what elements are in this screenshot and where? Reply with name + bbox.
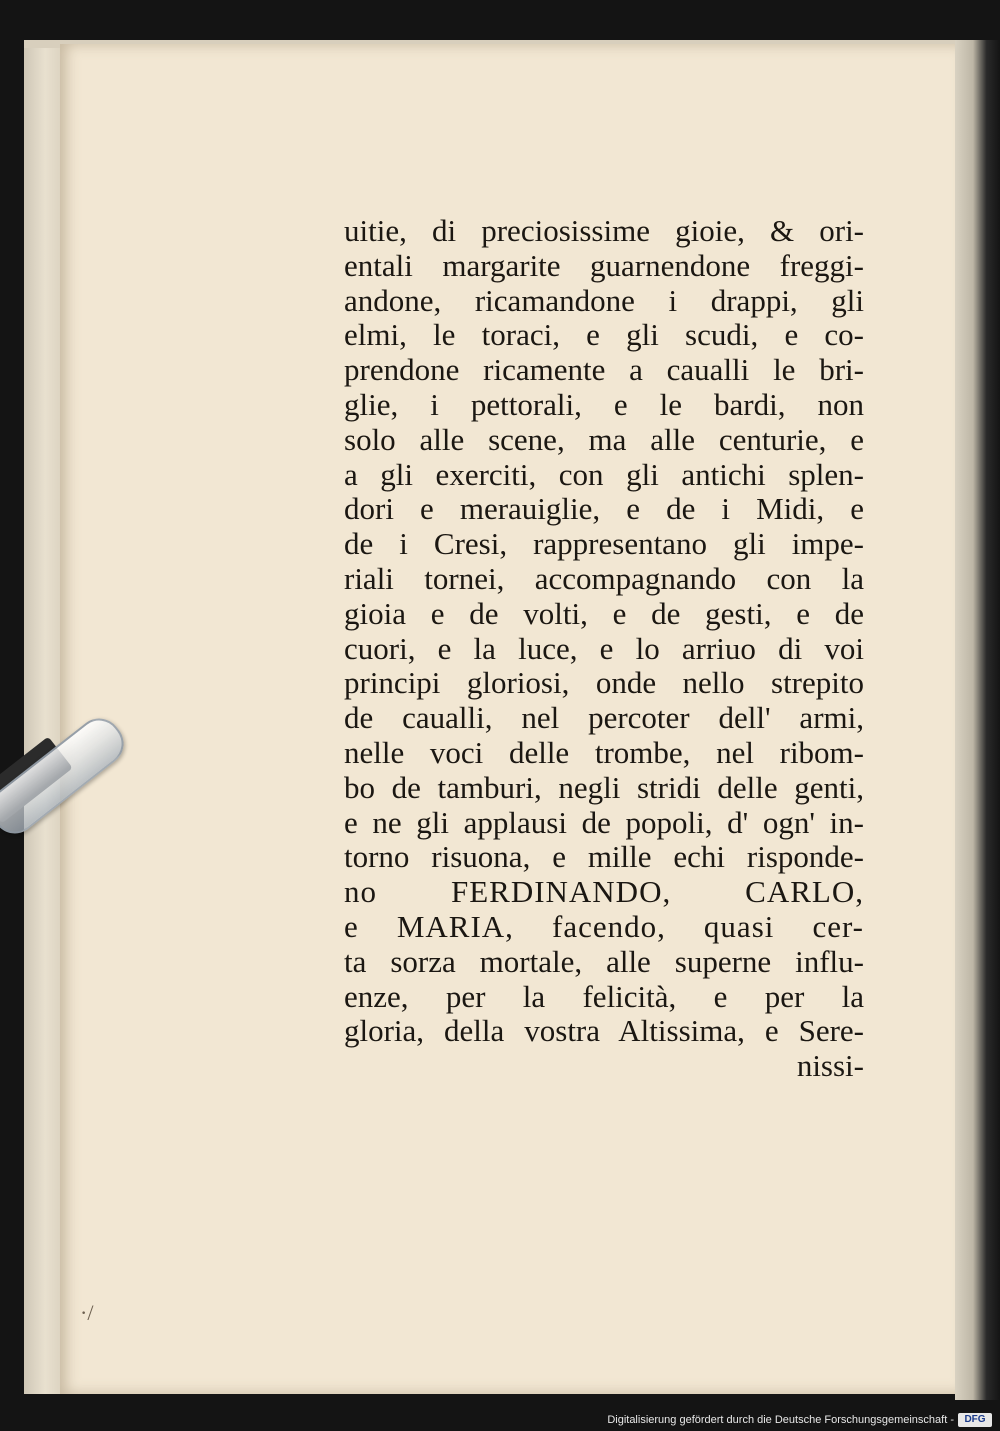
text-line: prendone ricamente a caualli le bri- <box>344 352 864 388</box>
text-line: ta sorza mortale, alle superne influ- <box>344 943 864 979</box>
text-line: solo alle scene, ma alle centurie, e <box>344 421 864 457</box>
text-line: glie, i pettorali, e le bardi, non <box>344 386 864 422</box>
book-cover-edge <box>955 40 1000 1400</box>
text-line: gloria, della vostra Altissima, e Sere- <box>344 1013 864 1049</box>
text-line: gioia e de volti, e de gesti, e de <box>344 595 864 631</box>
text-line: de i Cresi, rappresentano gli impe- <box>344 526 864 562</box>
body-text <box>344 214 864 1084</box>
text-line: a gli exerciti, con gli antichi splen- <box>344 456 864 492</box>
text-line: nelle voci delle trombe, nel ribom- <box>344 734 864 770</box>
text-line: andone, ricamandone i drappi, gli <box>344 282 864 318</box>
text-line: e ne gli applausi de popoli, d' ogn' in- <box>344 804 864 840</box>
text-line: torno risuona, e mille echi risponde- <box>344 839 864 875</box>
text-line: principi gloriosi, onde nello strepito <box>344 665 864 701</box>
funding-credit: Digitalisierung gefördert durch die Deutsche Forschungsgemeinschaft - <box>607 1414 954 1426</box>
text-line: riali tornei, accompagnando con la <box>344 560 864 596</box>
text-line: uitie, di preciosissime gioie, & ori- <box>344 213 864 248</box>
text-line: no FERDINANDO, CARLO, <box>344 874 864 910</box>
text-line: entali margarite guarnendone freggi- <box>344 247 864 283</box>
text-line: elmi, le toraci, e gli scudi, e co- <box>344 317 864 353</box>
text-line: cuori, e la luce, e lo arriuo di voi <box>344 630 864 666</box>
catchword: nissi- <box>796 1048 864 1084</box>
text-line: enze, per la felicità, e per la <box>344 978 864 1014</box>
text-line: e MARIA, facendo, quasi cer- <box>344 908 864 944</box>
text-line: bo de tamburi, negli stridi delle genti, <box>344 769 864 805</box>
dfg-logo: DFG <box>958 1413 992 1427</box>
text-line: dori e merauiglie, e de i Midi, e <box>344 491 864 527</box>
margin-mark: ·/ <box>80 1300 94 1325</box>
text-line: de caualli, nel percoter dell' armi, <box>344 700 864 736</box>
